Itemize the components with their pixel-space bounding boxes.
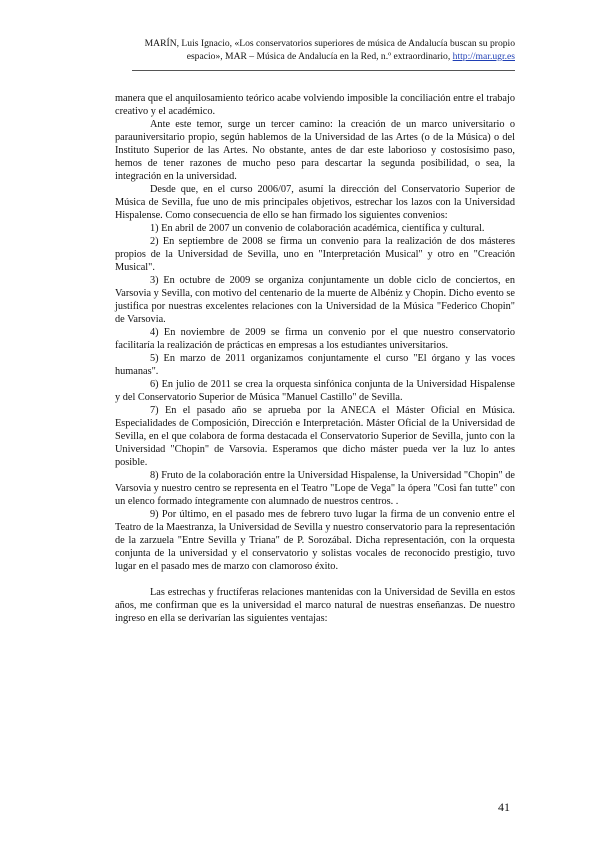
list-item-agreement-4: 4) En noviembre de 2009 se firma un convenio por el que nuestro conservatorio facilitaría la realización de prácticas en empresas a los estudiantes universitarios. [115, 327, 515, 351]
list-item-agreement-9: 9) Por último, en el pasado mes de febrero tuvo lugar la firma de un convenio entre el Teatro de la Maestranza, la Universidad de Sevilla y nuestro conservatorio para la representación de la zarzuela "Entre Sevilla y Triana" de P. Sorozábal. Dicha representación, con la orquesta conjunta de la universidad y el conservatorio y solistas vocales de reconocido prestigio, tuvo lugar en el pasado mes de marzo con clamoroso éxito. [115, 509, 515, 572]
list-item-agreement-2: 2) En septiembre de 2008 se firma un convenio para la realización de dos másteres propios de la Universidad de Sevilla, uno en "Interpretación Musical" y otro en "Creación Musical". [115, 236, 515, 273]
paragraph-agreements-intro: Desde que, en el curso 2006/07, asumí la dirección del Conservatorio Superior de Música de Sevilla, fue uno de mis principales objetivos, estrechar los lazos con la Universidad Hispalense. Como consecuencia de ello se han firmado los siguientes convenios: [115, 184, 515, 221]
header-citation: MARÍN, Luis Ignacio, «Los conservatorios superiores de música de Andalucía buscan su propio espacio», MAR – Música de Andalucía en la Red, n.º extraordinario, [144, 38, 515, 62]
list-item-agreement-3: 3) En octubre de 2009 se organiza conjuntamente un doble ciclo de conciertos, en Varsovia y Sevilla, con motivo del centenario de la muerte de Albéniz y Chopin. Dicho evento se justifica por nuestras excelentes relaciones con la Universidad de la Música "Federico Chopin" de Varsovia. [115, 275, 515, 325]
page-number: 41 [498, 800, 510, 814]
paragraph-third-path: Ante este temor, surge un tercer camino: la creación de un marco universitario o parauniversitario propio, según hablemos de la Universidad de las Artes (o de la Música) o del Instituto Superior de las Artes. No obstante, antes de dar este laborioso y costosísimo paso, hemos de tener razones de mucho peso para descartar la segunda posibilidad, o sea, la integración en la universidad. [115, 119, 515, 182]
paragraph-spacer [115, 573, 515, 586]
list-item-agreement-5: 5) En marzo de 2011 organizamos conjuntamente el curso "El órgano y las voces humanas". [115, 353, 515, 377]
paragraph-continuation: manera que el anquilosamiento teórico acabe volviendo imposible la conciliación entre el trabajo creativo y el académico. [115, 93, 515, 117]
list-item-agreement-8: 8) Fruto de la colaboración entre la Universidad Hispalense, la Universidad "Chopin" de Varsovia y nuestro centro se representa en el Teatro "Lope de Vega" la ópera "Così fan tutte" con un elenco formado íntegramente con alumnado de nuestros centros. . [115, 470, 515, 507]
list-item-agreement-1: 1) En abril de 2007 un convenio de colaboración académica, científica y cultural. [150, 223, 485, 234]
header-divider [132, 70, 515, 71]
header-url-link[interactable]: http://mar.ugr.es [452, 51, 515, 62]
document-body [115, 92, 515, 625]
running-header [132, 37, 515, 63]
list-item-agreement-7: 7) En el pasado año se aprueba por la ANECA el Máster Oficial en Música. Especialidades de Composición, Dirección e Interpretación. Máster Oficial de la Universidad de Sevilla, en el que colabora de forma destacada el Conservatorio Superior de Sevilla, junto con la Universidad "Chopin" de Varsovia. Esperamos que dicho máster pueda ver la luz lo antes posible. [115, 405, 515, 468]
paragraph-conclusion: Las estrechas y fructíferas relaciones mantenidas con la Universidad de Sevilla en estos años, me confirman que es la universidad el marco natural de nuestras enseñanzas. De nuestro ingreso en ella se derivarían las siguientes ventajas: [115, 587, 515, 624]
list-item-agreement-6: 6) En julio de 2011 se crea la orquesta sinfónica conjunta de la Universidad Hispalense y del Conservatorio Superior de Música "Manuel Castillo" de Sevilla. [115, 379, 515, 403]
